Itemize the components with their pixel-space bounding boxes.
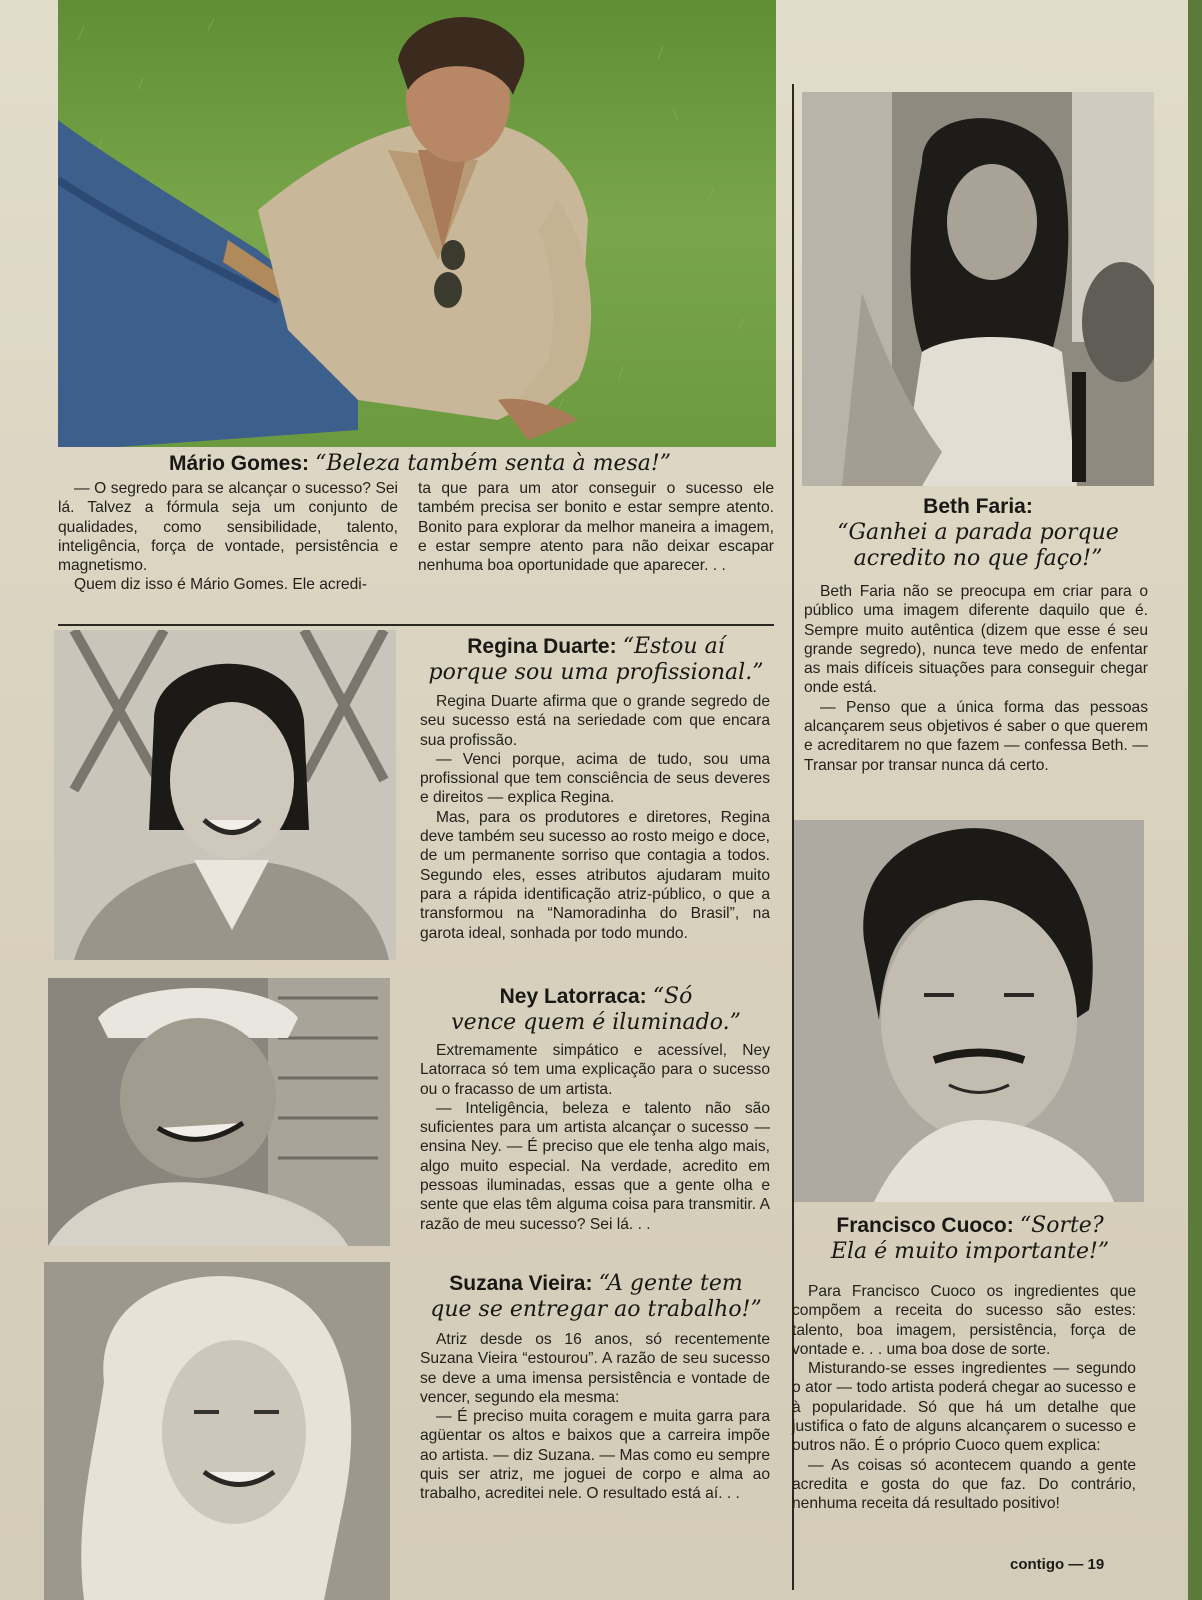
- regina-duarte-heading: [410, 633, 782, 686]
- ney-latorraca-photo: [48, 978, 390, 1246]
- paragraph: — Penso que a única forma das pessoas alcançarem seus objetivos é saber o que querem e acreditarem no que fazem — confessa Beth. — Transar por transar nunca dá certo.: [804, 698, 1148, 774]
- page-footer: [1010, 1556, 1104, 1573]
- regina-duarte-quote-line2: porque sou uma profissional.”: [428, 659, 764, 685]
- suzana-vieira-text: [420, 1330, 770, 1504]
- paragraph: Mas, para os produtores e diretores, Regina deve também seu sucesso ao rosto meigo e doce, de um permanente sorriso que contagia a todos. Segundo eles, esses atributos ajudaram muito para a rápida identificação atriz-público, o que a transformou na “Namoradinha do Brasil”, na garota ideal, sonhada por todo mundo.: [420, 808, 770, 942]
- beth-faria-quote-line1: “Ganhei a parada porque: [837, 519, 1119, 545]
- mario-gomes-text-col1: [58, 479, 398, 595]
- beth-faria-heading: [802, 495, 1154, 572]
- horizontal-divider: [58, 624, 774, 626]
- ney-latorraca-quote-line2: vence quem é iluminado.”: [451, 1009, 741, 1035]
- francisco-cuoco-heading: [794, 1212, 1146, 1265]
- mario-gomes-quote: “Beleza também senta à mesa!”: [315, 451, 672, 476]
- paragraph: Para Francisco Cuoco os ingredientes que compõem a receita do sucesso são estes: talento, boa imagem, persistência, força de vontade e. . . uma boa dose de sorte.: [792, 1283, 1136, 1358]
- paragraph: Regina Duarte afirma que o grande segredo de seu sucesso está na seriedade com que encara sua profissão.: [420, 693, 770, 749]
- paragraph: — Inteligência, beleza e talento não são suficientes para um artista alcançar o sucesso — ensina Ney. — É preciso que ele tenha algo mais, algo muito especial. Na verdade, acredito em pessoas iluminadas, essas que a gente olha e sente que elas têm alguma coisa para transmitir. A razão de meu sucesso? Sei lá. . .: [420, 1099, 770, 1233]
- mario-gomes-text-col2: [418, 479, 774, 575]
- ney-latorraca-name: Ney Latorraca:: [499, 985, 647, 1008]
- suzana-vieira-photo: [44, 1262, 390, 1600]
- francisco-cuoco-quote-line1: “Sorte?: [1019, 1213, 1104, 1238]
- paragraph: — O segredo para se alcançar o sucesso? Sei lá. Talvez a fórmula seja um conjunto de qualidades, como sensibilidade, talento, inteligência, força de vontade, persistência e magnetismo.: [58, 480, 398, 575]
- paragraph: — Venci porque, acima de tudo, sou uma profissional que tem consciência de seus deveres e direitos — explica Regina.: [420, 750, 770, 807]
- suzana-vieira-heading: [410, 1270, 782, 1323]
- beth-faria-name: Beth Faria:: [923, 495, 1033, 518]
- footer-dash: —: [1068, 1556, 1084, 1573]
- ney-latorraca-heading: [410, 983, 782, 1036]
- paragraph: — É preciso muita coragem e muita garra para agüentar os altos e baixos que a carreira impõe ao artista. — diz Suzana. — Mas como eu sempre quis ser atriz, me joguei de corpo e alma ao trabalho, acreditei nele. O resultado está aí. . .: [420, 1408, 770, 1503]
- francisco-cuoco-quote-line2: Ela é muito importante!”: [830, 1238, 1110, 1264]
- francisco-cuoco-name: Francisco Cuoco:: [836, 1214, 1014, 1237]
- regina-duarte-name: Regina Duarte:: [467, 635, 617, 658]
- magazine-name: contigo: [1010, 1556, 1065, 1573]
- adjacent-page-edge: [1188, 0, 1202, 1600]
- paragraph: ta que para um ator conseguir o sucesso ele também precisa ser bonito e estar sempre atento. Bonito para explorar da melhor maneira a imagem, e estar sempre atento para não deixar escapar nenhuma boa oportunidade que aparecer. . .: [418, 480, 774, 575]
- beth-faria-photo: [802, 92, 1154, 486]
- ney-latorraca-text: [420, 1041, 770, 1234]
- francisco-cuoco-text: [792, 1282, 1136, 1514]
- beth-faria-quote-line2: acredito no que faço!”: [853, 545, 1103, 571]
- suzana-vieira-quote-line1: “A gente tem: [598, 1271, 743, 1296]
- regina-duarte-quote-line1: “Estou aí: [622, 634, 725, 659]
- ney-latorraca-quote-line1: “Só: [652, 984, 693, 1009]
- page-number: 19: [1087, 1556, 1105, 1573]
- paragraph: Atriz desde os 16 anos, só recentemente Suzana Vieira “estourou”. A razão de seu sucesso se deve a uma imensa persistência e vontade de vencer, segundo ela mesma:: [420, 1331, 770, 1406]
- mario-gomes-heading: [110, 450, 730, 477]
- paragraph: Quem diz isso é Mário Gomes. Ele acredi-: [74, 576, 367, 594]
- mario-gomes-name: Mário Gomes:: [168, 452, 309, 475]
- francisco-cuoco-photo: [794, 820, 1144, 1202]
- paragraph: — As coisas só acontecem quando a gente acredita e gosta do que faz. Do contrário, nenhuma receita dá resultado positivo!: [792, 1456, 1136, 1513]
- beth-faria-text: [804, 582, 1148, 775]
- regina-duarte-photo: [54, 630, 396, 960]
- regina-duarte-text: [420, 692, 770, 943]
- paragraph: Beth Faria não se preocupa em criar para o público uma imagem diferente daquilo que é. Sempre muito autêntica (dizem que esse é seu grande segredo), nunca teve medo de enfentar as mais difíceis situações para conseguir chegar onde está.: [804, 583, 1148, 697]
- suzana-vieira-name: Suzana Vieira:: [449, 1272, 593, 1295]
- mario-gomes-photo: [58, 0, 776, 447]
- paragraph: Misturando-se esses ingredientes — segundo o ator — todo artista poderá chegar ao sucesso e à popularidade. Só que há um detalhe que justifica o fato de alguns alcançarem o sucesso e outros não. É o próprio Cuoco quem explica:: [792, 1360, 1136, 1455]
- suzana-vieira-quote-line2: que se entregar ao trabalho!”: [430, 1296, 762, 1322]
- paragraph: Extremamente simpático e acessível, Ney Latorraca só tem uma explicação para o sucesso ou o fracasso de um artista.: [420, 1042, 770, 1098]
